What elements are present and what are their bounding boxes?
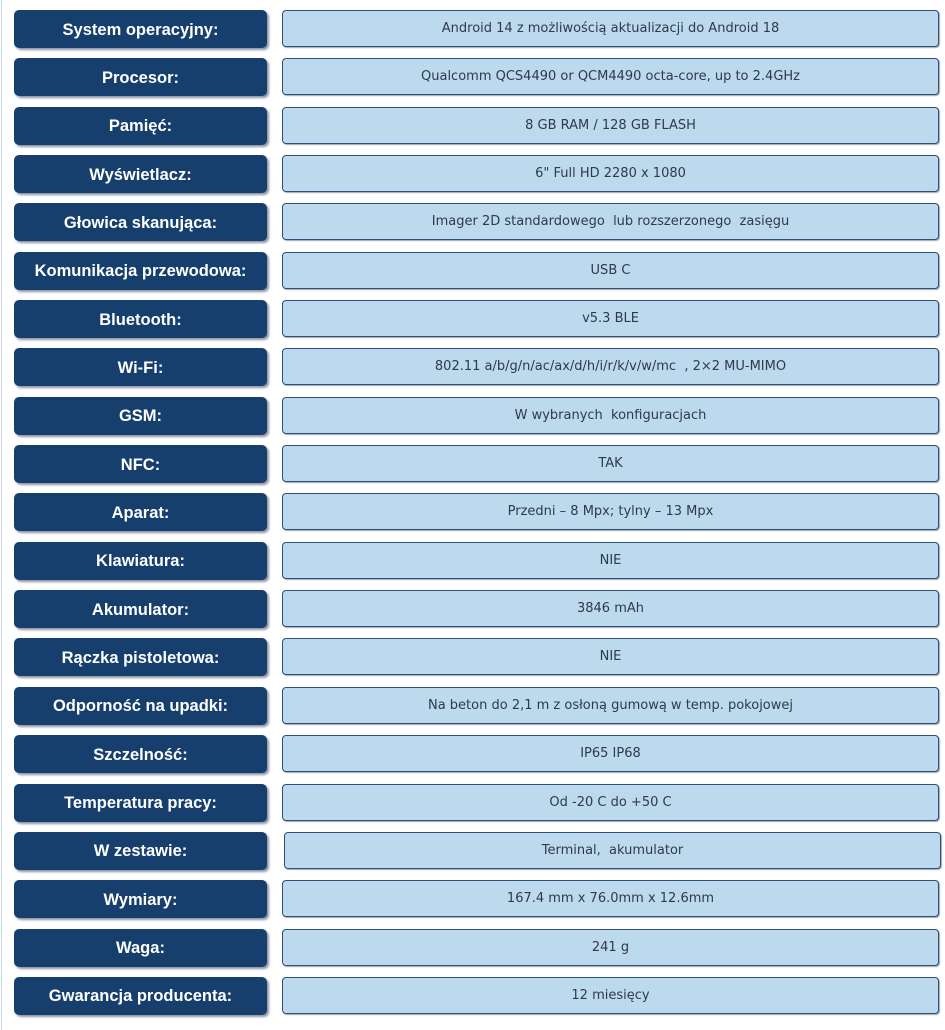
spec-label: Aparat:	[14, 493, 267, 531]
spec-value: Imager 2D standardowego lub rozszerzonego zasięgu	[282, 203, 939, 240]
spec-label: Temperatura pracy:	[14, 784, 267, 822]
spec-label: GSM:	[14, 397, 267, 435]
spec-value: 12 miesięcy	[282, 977, 939, 1014]
spec-row-nfc	[0, 445, 945, 493]
spec-value: 6" Full HD 2280 x 1080	[282, 155, 939, 192]
spec-label: Procesor:	[14, 58, 267, 96]
spec-value: Na beton do 2,1 m z osłoną gumową w temp. pokojowej	[282, 687, 939, 724]
spec-label: Rączka pistoletowa:	[14, 638, 267, 676]
spec-row-gsm	[0, 397, 945, 445]
spec-label: Waga:	[14, 929, 267, 967]
spec-label: System operacyjny:	[14, 10, 267, 48]
spec-label: Odporność na upadki:	[14, 687, 267, 725]
spec-label: Klawiatura:	[14, 542, 267, 580]
spec-value: v5.3 BLE	[282, 300, 939, 337]
spec-table	[0, 10, 945, 1025]
spec-row-keyboard	[0, 542, 945, 590]
spec-row-dimensions	[0, 880, 945, 928]
spec-value: 8 GB RAM / 128 GB FLASH	[282, 107, 939, 144]
spec-row-battery	[0, 590, 945, 638]
spec-value: USB C	[282, 252, 939, 289]
spec-row-package	[0, 832, 945, 880]
spec-value: Terminal, akumulator	[284, 832, 941, 869]
spec-value: 3846 mAh	[282, 590, 939, 627]
spec-label: Wymiary:	[14, 880, 267, 918]
spec-label: Wyświetlacz:	[14, 155, 267, 193]
spec-label: Wi-Fi:	[14, 348, 267, 386]
spec-value: Qualcomm QCS4490 or QCM4490 octa-core, up to 2.4GHz	[282, 58, 939, 95]
spec-row-pistol-grip	[0, 638, 945, 686]
spec-label: Pamięć:	[14, 107, 267, 145]
spec-row-camera	[0, 493, 945, 541]
spec-row-sealing	[0, 735, 945, 783]
spec-label: Szczelność:	[14, 735, 267, 773]
spec-row-display	[0, 155, 945, 203]
spec-label: Komunikacja przewodowa:	[14, 252, 267, 290]
spec-label: Gwarancja producenta:	[14, 977, 267, 1015]
spec-value: NIE	[282, 542, 939, 579]
spec-row-scanner	[0, 203, 945, 251]
spec-value: Android 14 z możliwością aktualizacji do Android 18	[282, 10, 939, 47]
spec-value: Przedni – 8 Mpx; tylny – 13 Mpx	[282, 493, 939, 530]
spec-row-bluetooth	[0, 300, 945, 348]
spec-row-wired	[0, 252, 945, 300]
spec-value: TAK	[282, 445, 939, 482]
spec-value: NIE	[282, 638, 939, 675]
spec-value: Od -20 C do +50 C	[282, 784, 939, 821]
spec-row-wifi	[0, 348, 945, 396]
spec-row-weight	[0, 929, 945, 977]
spec-label: NFC:	[14, 445, 267, 483]
spec-row-temperature	[0, 784, 945, 832]
spec-value: W wybranych konfiguracjach	[282, 397, 939, 434]
spec-label: W zestawie:	[14, 832, 267, 870]
spec-value: 802.11 a/b/g/n/ac/ax/d/h/i/r/k/v/w/mc , 2×2 MU-MIMO	[282, 348, 939, 385]
spec-value: 167.4 mm x 76.0mm x 12.6mm	[282, 880, 939, 917]
spec-row-os	[0, 10, 945, 58]
spec-label: Głowica skanująca:	[14, 203, 267, 241]
spec-value: 241 g	[282, 929, 939, 966]
spec-value: IP65 IP68	[282, 735, 939, 772]
spec-label: Akumulator:	[14, 590, 267, 628]
spec-row-memory	[0, 107, 945, 155]
spec-row-warranty	[0, 977, 945, 1025]
spec-row-processor	[0, 58, 945, 106]
spec-row-drop-resistance	[0, 687, 945, 735]
spec-label: Bluetooth:	[14, 300, 267, 338]
